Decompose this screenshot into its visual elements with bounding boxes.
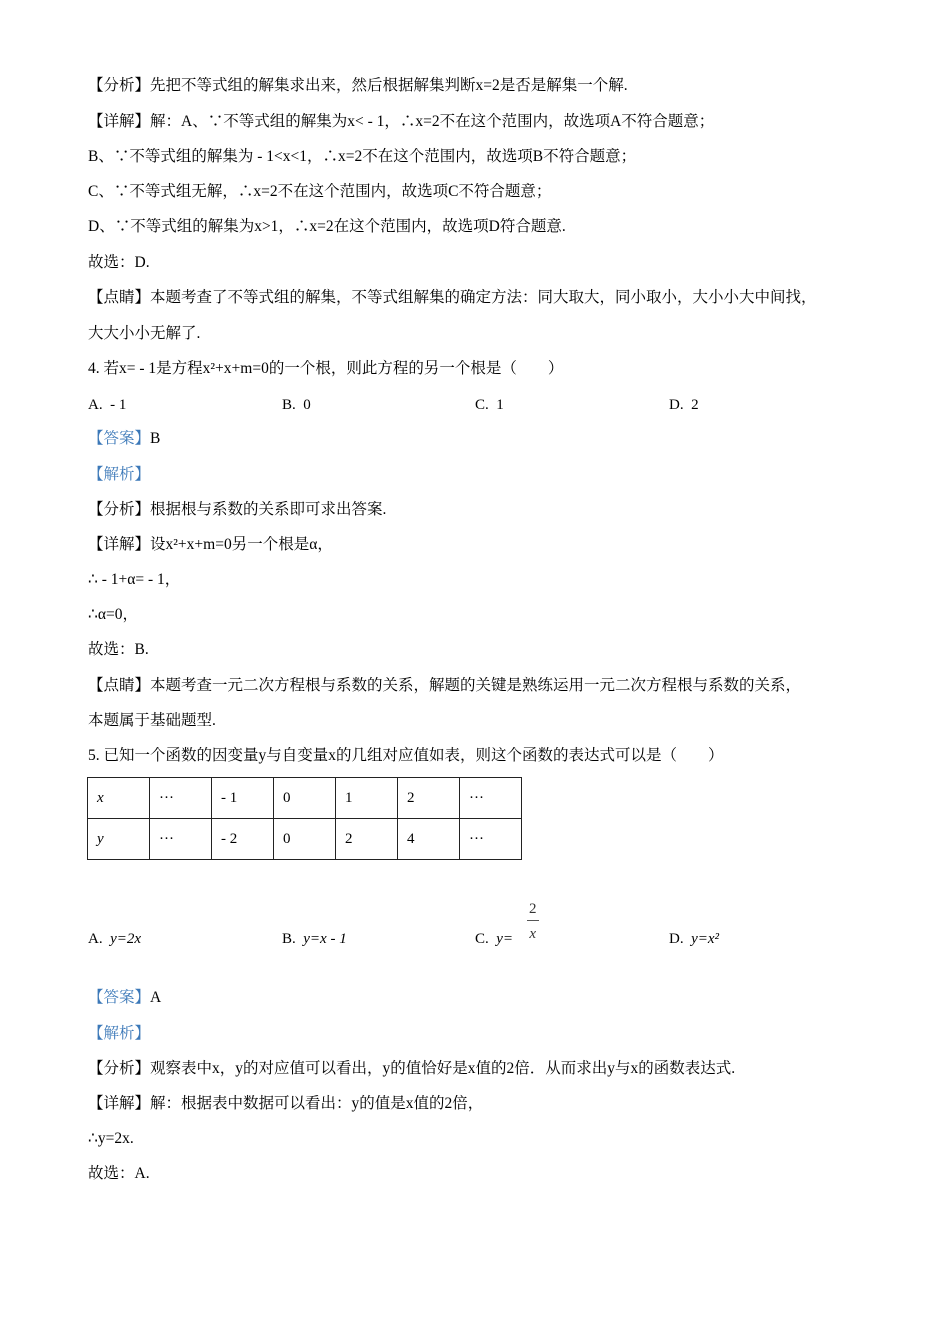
analysis-text: 先把不等式组的解集求出来，然后根据解集判断x=2是否是解集一个解. — [150, 77, 628, 94]
table-row: x ··· - 1 0 1 2 ··· — [88, 778, 522, 819]
answer-tag: 【答案】 — [88, 989, 151, 1006]
q3-choice: 故选：D. — [88, 254, 150, 271]
q5-option-b: B. y=x - 1 — [282, 931, 347, 947]
q3-comment-line-2: 大大小小无解了. — [88, 325, 201, 342]
q5-answer — [88, 988, 161, 1008]
q3-analysis — [88, 76, 628, 96]
q3-comment-line-1: 【点睛】本题考查了不等式组的解集，不等式组解集的确定方法：同大取大，同小取小，大小小大中间找， — [88, 289, 817, 306]
q3-detail-line-1: 【详解】解：A、∵不等式组的解集为x< - 1，∴x=2不在这个范围内，故选项A不符合题意； — [88, 113, 715, 130]
q5-detail-line-1: 【详解】解：根据表中数据可以看出：y的值是x值的2倍， — [88, 1095, 484, 1112]
q4-stem: 4. 若x= - 1是方程x²+x+m=0的一个根，则此方程的另一个根是（ ） — [88, 360, 564, 377]
table-row: y ··· - 2 0 2 4 ··· — [88, 819, 522, 860]
comment-tag: 【点睛】 — [88, 289, 151, 306]
q3-detail-line-3: C、∵不等式组无解，∴x=2不在这个范围内，故选项C不符合题意； — [88, 183, 552, 200]
q5-stem: 5. 已知一个函数的因变量y与自变量x的几组对应值如表，则这个函数的表达式可以是（ ） — [88, 747, 724, 764]
analysis-tag: 【分析】 — [88, 77, 151, 94]
q5-option-c: C. y= — [475, 931, 514, 947]
q4-detail-line-3: ∴α=0， — [88, 606, 138, 623]
q4-option-d: D. 2 — [669, 397, 699, 413]
q5-value-table — [87, 777, 522, 860]
q4-detail-line-1: 【详解】设x²+x+m=0另一个根是α， — [88, 536, 333, 553]
q5-option-a: A. y=2x — [88, 931, 142, 947]
answer-value: B — [150, 430, 161, 447]
answer-tag: 【答案】 — [88, 430, 151, 447]
q4-analysis: 【分析】根据根与系数的关系即可求出答案. — [88, 501, 387, 518]
q3-detail-line-2: B、∵不等式组的解集为 - 1<x<1，∴x=2不在这个范围内，故选项B不符合题意； — [88, 148, 637, 165]
q4-explain-tag: 【解析】 — [88, 466, 151, 483]
q4-option-c: C. 1 — [475, 397, 504, 413]
q4-answer — [88, 429, 160, 449]
q5-option-c-fraction: $\frac{2}{x}$ — [529, 901, 537, 942]
q4-detail-line-2: ∴ - 1+α= - 1， — [88, 571, 181, 588]
q4-comment-line-2: 本题属于基础题型. — [88, 712, 216, 729]
q4-choice: 故选：B. — [88, 641, 149, 658]
detail-tag: 【详解】 — [88, 113, 151, 130]
q4-option-b: B. 0 — [282, 397, 311, 413]
q5-detail-line-2: ∴y=2x. — [88, 1130, 134, 1147]
q5-explain-tag: 【解析】 — [88, 1025, 151, 1042]
q4-option-a: A. - 1 — [88, 397, 127, 413]
q5-option-d: D. y=x² — [669, 931, 720, 947]
q4-comment-line-1: 【点睛】本题考查一元二次方程根与系数的关系，解题的关键是熟练运用一元二次方程根与系数的关系， — [88, 677, 802, 694]
q3-detail-line-4: D、∵不等式组的解集为x>1，∴x=2在这个范围内，故选项D符合题意. — [88, 218, 566, 235]
q5-choice: 故选：A. — [88, 1165, 150, 1182]
q5-analysis: 【分析】观察表中x，y的对应值可以看出，y的值恰好是x值的2倍．从而求出y与x的函数表达式. — [88, 1060, 736, 1077]
answer-value: A — [150, 989, 162, 1006]
